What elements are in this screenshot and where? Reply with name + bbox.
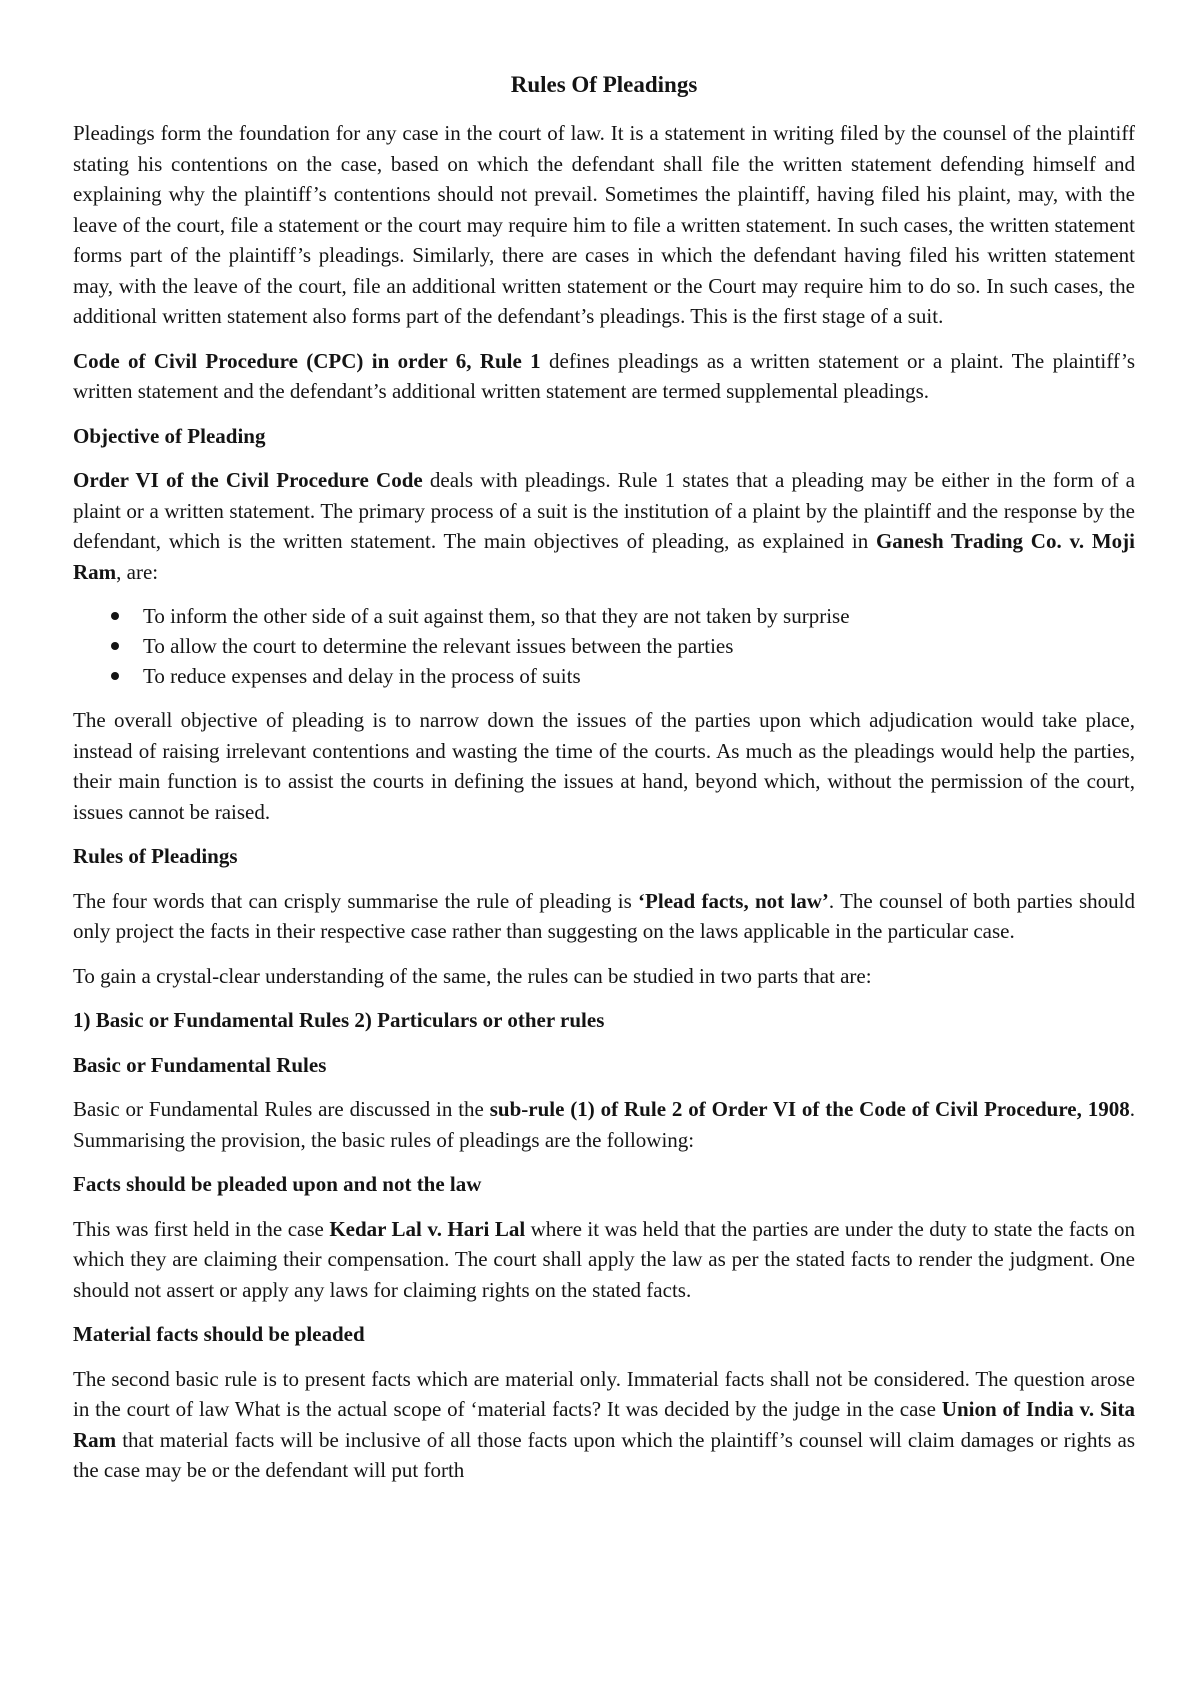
overall-objective-paragraph: The overall objective of pleading is to narrow down the issues of the parties upon which adjudication would take place, instead of raising irrelevant contentions and wasting the time of the courts. As much as the pleadings would help the parties, their main function is to assist the courts in defining the issues at hand, beyond which, without the permission of the court, issues cannot be raised. [73, 708, 1135, 824]
material-facts-paragraph: The second basic rule is to present facts which are material only. Immaterial facts shall not be considered. The question arose in the court of law What is the actual scope of ‘material facts? It was decided by the judge in the case Union of India v. Sita Ram that material facts will be inclusive of all those facts upon which the plaintiff’s counsel will claim damages or rights as the case may be or the defendant will put forth [73, 1366, 1135, 1482]
case-kedar-lal: Kedar Lal v. Hari Lal [329, 1216, 526, 1241]
intro-paragraph: Pleadings form the foundation for any case in the court of law. It is a statement in writing filed by the counsel of the plaintiff stating his contentions on the case, based on which the defendant shall file the written statement defending himself and explaining why the plaintiff’s contentions should not prevail. Sometimes the plaintiff, having filed his plaint, may, with the leave of the court, file a statement or the court may require him to file a written statement. In such cases, the written statement forms part of the plaintiff’s pleadings. Similarly, there are cases in which the defendant having filed his written statement may, with the leave of the court, file an additional written statement or the Court may require him to do so. In such cases, the additional written statement also forms part of the defendant’s pleadings. This is the first stage of a suit. [73, 121, 1135, 328]
two-parts-paragraph: To gain a crystal-clear understanding of the same, the rules can be studied in two parts that are: [73, 963, 872, 988]
case-union-of-india: Union of India v. Sita Ram [73, 1397, 1135, 1452]
list-item: To inform the other side of a suit against them, so that they are not taken by surprise [143, 601, 1135, 631]
basic-rules-paragraph: Basic or Fundamental Rules are discussed in the sub-rule (1) of Rule 2 of Order VI of the Code of Civil Procedure, 1908. Summarising the provision, the basic rules of pleadings are the following: [73, 1097, 1135, 1152]
bullet-icon [111, 642, 119, 650]
heading-rules: Rules of Pleadings [73, 844, 238, 868]
document-page [73, 70, 1135, 1500]
bullet-icon [111, 612, 119, 620]
list-item: To reduce expenses and delay in the process of suits [143, 661, 1135, 691]
heading-objective: Objective of Pleading [73, 423, 266, 448]
case-ganesh-trading: Ganesh Trading Co. v. Moji Ram [73, 529, 1135, 584]
heading-facts-not-law: Facts should be pleaded upon and not the law [73, 1172, 482, 1196]
kedar-lal-paragraph: This was first held in the case Kedar Lal v. Hari Lal where it was held that the parties are under the duty to state the facts on which they are claiming their compensation. The court shall apply the law as per the stated facts to render the judgment. One should not assert or apply any laws for claiming rights on the stated facts. [73, 1216, 1135, 1302]
list-item: To allow the court to determine the relevant issues between the parties [143, 631, 1135, 661]
cpc-paragraph: Code of Civil Procedure (CPC) in order 6, Rule 1 defines pleadings as a written statement or a plaint. The plaintiff’s written statement and the defendant’s additional written statement are termed supplemental pleadings. [73, 348, 1136, 403]
bullet-icon [111, 672, 119, 680]
heading-parts: 1) Basic or Fundamental Rules 2) Particulars or other rules [73, 1008, 605, 1032]
sub-rule-reference: sub-rule (1) of Rule 2 of Order VI of the Code of Civil Procedure, 1908 [489, 1097, 1130, 1121]
order-vi-paragraph: Order VI of the Civil Procedure Code deals with pleadings. Rule 1 states that a pleading may be either in the form of a plaint or a written statement. The primary process of a suit is the institution of a plaint by the plaintiff and the response by the defendant, which is the written statement. The main objectives of pleading, as explained in Ganesh Trading Co. v. Moji Ram, are: [73, 468, 1135, 584]
plead-facts-phrase: ‘Plead facts, not law’ [638, 888, 829, 913]
heading-material-facts: Material facts should be pleaded [73, 1322, 365, 1346]
cpc-reference: Code of Civil Procedure (CPC) in order 6, Rule 1 [73, 348, 541, 373]
heading-basic-rules: Basic or Fundamental Rules [73, 1052, 327, 1077]
four-words-paragraph: The four words that can crisply summarise the rule of pleading is ‘Plead facts, not law’. The counsel of both parties should only project the facts in their respective case rather than suggesting on the laws applicable in the particular case. [73, 888, 1135, 943]
objectives-list [73, 601, 1135, 691]
order-vi-reference: Order VI of the Civil Procedure Code [73, 468, 423, 492]
document-title: Rules Of Pleadings [510, 72, 698, 97]
